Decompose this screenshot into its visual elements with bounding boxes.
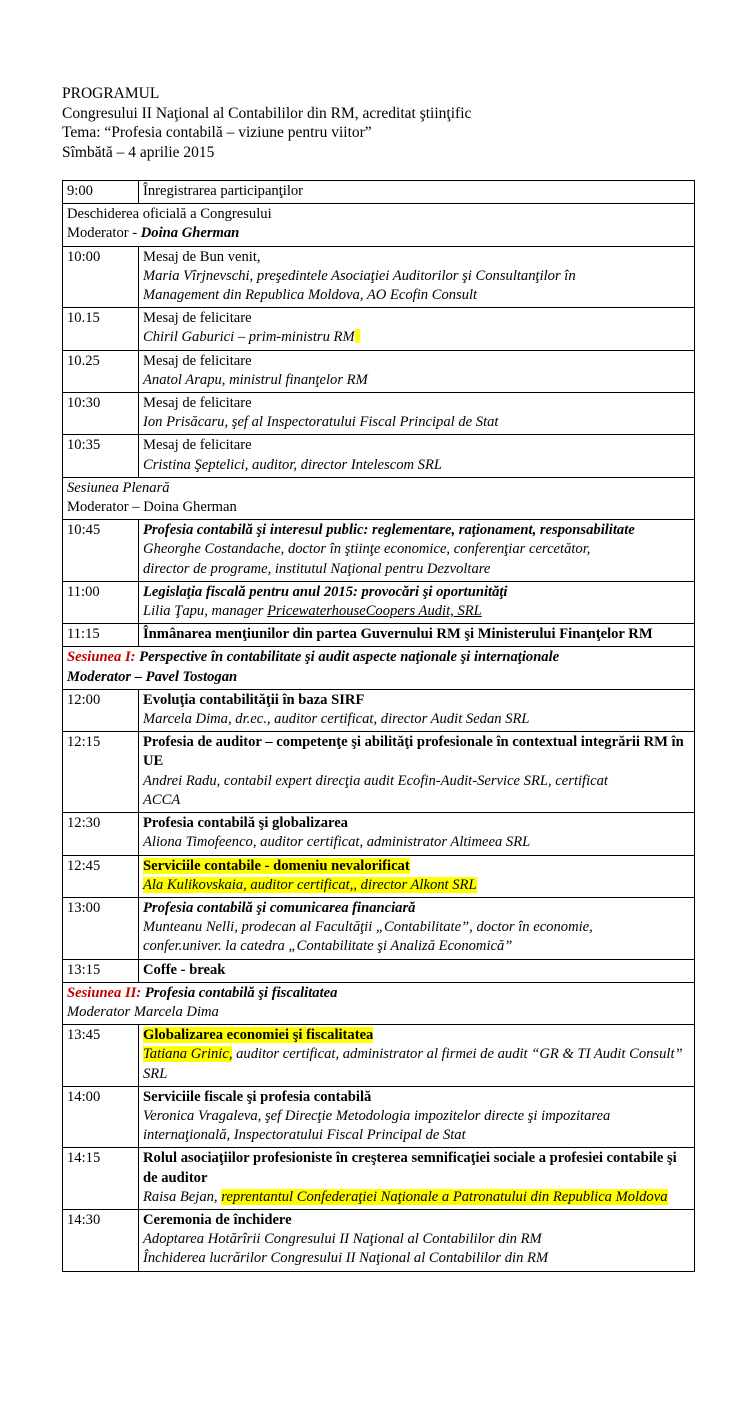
- program-row-time: 10:35: [63, 435, 139, 477]
- program-row-title: [143, 352, 694, 371]
- program-row-description: [139, 1209, 695, 1271]
- section-title-line: [67, 984, 694, 1003]
- program-title-text: Profesia contabilă şi comunicarea financiară: [143, 899, 416, 916]
- program-row-time: 13:45: [63, 1025, 139, 1087]
- program-row-title: [143, 436, 694, 455]
- program-speaker-line: [143, 371, 694, 390]
- program-title-text: Înmânarea menţiunilor din partea Guvernului RM şi Ministerului Finanţelor RM: [143, 626, 653, 643]
- program-row: [63, 855, 695, 897]
- program-row-time: 9:00: [63, 181, 139, 204]
- program-row-description: [139, 813, 695, 855]
- section-title-text: Sesiunea Plenară: [67, 479, 170, 496]
- program-speaker-line: [143, 328, 694, 347]
- program-speaker-text: Cristina Şeptelici, auditor, director Intelescom SRL: [143, 456, 443, 473]
- program-row: [63, 393, 695, 435]
- session-label: Sesiunea II:: [67, 984, 145, 1001]
- program-speaker-text: Veronica Vragaleva, şef Direcţie Metodologia impozitelor directe şi impozitarea: [143, 1107, 611, 1124]
- program-speaker-highlighted: reprentantul Confederaţiei Naţionale a Patronatului din Republica Moldova: [221, 1188, 668, 1205]
- program-row: [63, 181, 695, 204]
- program-row-time: 14:00: [63, 1086, 139, 1148]
- section-moderator-name: Doina Gherman: [140, 225, 240, 242]
- program-row-description: [139, 855, 695, 897]
- program-row-time: 10:45: [63, 520, 139, 582]
- program-row-time: 14:15: [63, 1148, 139, 1210]
- program-title-text: Mesaj de felicitare: [143, 395, 252, 412]
- program-title-text: Profesia contabilă şi interesul public: reglementare, raţionament, responsabilitate: [143, 522, 635, 539]
- program-speaker-text: Chiril Gaburici – prim-ministru RM: [143, 329, 355, 346]
- program-speaker-text: Raisa Bejan,: [143, 1188, 222, 1205]
- program-row-title: [143, 1026, 694, 1045]
- program-speaker-line: [143, 560, 694, 579]
- program-speaker-text: ACCA: [143, 791, 181, 808]
- program-row: [63, 308, 695, 350]
- program-speaker-line: [143, 1045, 694, 1083]
- program-speaker-line: [143, 1249, 694, 1268]
- program-speaker-text: Marcela Dima, dr.ec., auditor certificat, director Audit Sedan SRL: [143, 711, 530, 728]
- program-row-description: [139, 689, 695, 731]
- program-row-title: [143, 814, 694, 833]
- program-speaker-text: Management din Republica Moldova, AO Ecofin Consult: [143, 287, 478, 304]
- program-title-text: Profesia de auditor – competenţe şi abilităţi profesionale în contextual integrării RM în UE: [143, 734, 684, 770]
- program-row: [63, 246, 695, 308]
- program-row: [63, 813, 695, 855]
- program-row-description: [139, 1025, 695, 1087]
- program-title-text: Mesaj de felicitare: [143, 437, 252, 454]
- document-header: [62, 84, 702, 162]
- program-speaker-line: [143, 918, 694, 937]
- program-row-time: 11:15: [63, 624, 139, 647]
- program-row: [63, 1086, 695, 1148]
- section-moderator-prefix: Moderator -: [67, 225, 141, 242]
- program-row-description: [139, 581, 695, 623]
- program-row: [63, 1209, 695, 1271]
- program-row-description: [139, 435, 695, 477]
- section-moderator-prefix: Moderator Marcela Dima: [67, 1003, 219, 1020]
- program-title-text: Înregistrarea participanţilor: [143, 183, 304, 199]
- program-speaker-text: Andrei Radu, contabil expert direcţia audit Ecofin-Audit-Service SRL, certificat: [143, 772, 608, 789]
- section-header-row: [63, 982, 695, 1024]
- program-row-description: [139, 393, 695, 435]
- program-speaker-text: Adoptarea Hotărîrii Congresului II Naţional al Contabililor din RM: [143, 1231, 542, 1248]
- program-title-text: Evoluţia contabilităţii în baza SIRF: [143, 691, 365, 708]
- program-row-title: [143, 248, 694, 267]
- program-speaker-line: [143, 937, 694, 956]
- program-speaker-text: director de programe, institutul Naţional pentru Dezvoltare: [143, 560, 491, 577]
- program-row-description: [139, 308, 695, 350]
- program-speaker-line: [143, 1230, 694, 1249]
- program-row-time: 14:30: [63, 1209, 139, 1271]
- program-title-text: Ceremonia de închidere: [143, 1211, 292, 1228]
- header-line-0: PROGRAMUL: [62, 85, 160, 102]
- program-row-title: [143, 394, 694, 413]
- program-title-text: Serviciile fiscale şi profesia contabilă: [143, 1088, 372, 1105]
- program-title-text: Mesaj de Bun venit,: [143, 248, 261, 265]
- program-row-description: [139, 624, 695, 647]
- program-speaker-line: [143, 1107, 694, 1126]
- section-moderator-line: [67, 498, 694, 517]
- program-row-time: 13:15: [63, 959, 139, 982]
- section-title-line: [67, 479, 694, 498]
- program-row-time: 10.15: [63, 308, 139, 350]
- program-row: [63, 959, 695, 982]
- program-row-time: 12:30: [63, 813, 139, 855]
- program-row-description: [139, 897, 695, 959]
- section-header-cell: [63, 647, 695, 689]
- program-row: [63, 689, 695, 731]
- section-title-text: Profesia contabilă şi fiscalitatea: [144, 984, 338, 1001]
- program-row-description: [139, 181, 695, 204]
- program-speaker-text: Ion Prisăcaru, şef al Inspectoratului Fiscal Principal de Stat: [143, 414, 499, 431]
- program-row-time: 12:15: [63, 732, 139, 813]
- program-speaker-text: Maria Vîrjnevschi, preşedintele Asociaţiei Auditorilor şi Consultanţilor în: [143, 267, 576, 284]
- section-moderator-line: [67, 668, 694, 687]
- trailing-highlight-mark: [355, 329, 360, 343]
- program-row: [63, 435, 695, 477]
- program-row: [63, 520, 695, 582]
- program-row-title: [143, 583, 694, 602]
- program-speaker-line: [143, 1188, 694, 1207]
- program-speaker-line: [143, 876, 694, 895]
- program-row: [63, 624, 695, 647]
- program-table: [62, 180, 695, 1272]
- section-moderator-line: [67, 224, 694, 243]
- program-row-description: [139, 959, 695, 982]
- section-title-line: [67, 205, 694, 224]
- program-speaker-text: internaţională, Inspectoratului Fiscal Principal de Stat: [143, 1127, 466, 1144]
- program-table-body: [63, 181, 695, 1272]
- program-row-time: 10:00: [63, 246, 139, 308]
- program-speaker-text: Anatol Arapu, ministrul finanţelor RM: [143, 371, 368, 388]
- program-title-text: Coffe - break: [143, 961, 226, 978]
- program-speaker-text: Munteanu Nelli, prodecan al Facultăţii „Contabilitate”, doctor în economie,: [143, 919, 593, 936]
- header-line-1: Congresului II Naţional al Contabililor din RM, acreditat ştiinţific: [62, 104, 472, 122]
- section-title-line: [67, 648, 694, 667]
- program-speaker-line: [143, 772, 694, 791]
- program-speaker-text: auditor certificat, administrator al firmei de audit “GR & TI Audit Consult” SRL: [143, 1046, 683, 1082]
- program-title-text: Globalizarea economiei şi fiscalitatea: [143, 1027, 374, 1044]
- program-row-time: 13:00: [63, 897, 139, 959]
- program-row: [63, 732, 695, 813]
- program-row-title: [143, 182, 694, 201]
- section-header-row: [63, 204, 695, 246]
- program-speaker-line: [143, 413, 694, 432]
- program-row-description: [139, 732, 695, 813]
- section-moderator-line: [67, 1003, 694, 1022]
- program-speaker-line: [143, 1126, 694, 1145]
- program-row-title: [143, 961, 694, 980]
- program-speaker-text: Aliona Timofeenco, auditor certificat, administrator Altimeea SRL: [143, 834, 531, 851]
- program-title-text: Serviciile contabile - domeniu nevalorificat: [143, 857, 410, 874]
- program-row-title: [143, 1149, 694, 1187]
- program-row: [63, 1148, 695, 1210]
- header-line-3: Sîmbătă – 4 aprilie 2015: [62, 143, 215, 161]
- program-row-title: [143, 733, 694, 771]
- section-header-cell: [63, 204, 695, 246]
- section-title-text: Deschiderea oficială a Congresului: [67, 206, 272, 223]
- program-speaker-text: Ala Kulikovskaia, auditor certificat,, director Alkont SRL: [143, 876, 477, 893]
- program-row-description: [139, 246, 695, 308]
- program-speaker-line: [143, 602, 694, 621]
- program-row: [63, 350, 695, 392]
- program-row-description: [139, 520, 695, 582]
- program-row-description: [139, 350, 695, 392]
- program-speaker-line: [143, 791, 694, 810]
- program-row-title: [143, 1088, 694, 1107]
- program-speaker-line: [143, 456, 694, 475]
- program-title-text: Profesia contabilă şi globalizarea: [143, 815, 348, 832]
- section-header-cell: [63, 477, 695, 519]
- program-row: [63, 897, 695, 959]
- program-speaker-line: [143, 267, 694, 286]
- program-speaker-line: [143, 540, 694, 559]
- program-speaker-line: [143, 833, 694, 852]
- program-row-title: [143, 899, 694, 918]
- session-label: Sesiunea I:: [67, 649, 140, 666]
- program-speaker-link[interactable]: PricewaterhouseCoopers Audit, SRL: [267, 603, 482, 620]
- section-header-row: [63, 647, 695, 689]
- program-row-time: 10:30: [63, 393, 139, 435]
- program-title-text: Legislaţia fiscală pentru anul 2015: provocări şi oportunităţi: [143, 583, 508, 600]
- program-speaker-text: confer.univer. la catedra „Contabilitate şi Analiză Economică”: [143, 938, 513, 955]
- program-row-time: 11:00: [63, 581, 139, 623]
- program-row-time: 12:00: [63, 689, 139, 731]
- program-speaker-line: [143, 286, 694, 305]
- program-row-title: [143, 521, 694, 540]
- program-row-title: [143, 691, 694, 710]
- program-speaker-highlighted: Tatiana Grinic,: [143, 1046, 233, 1063]
- program-row-title: [143, 857, 694, 876]
- program-row-description: [139, 1086, 695, 1148]
- section-title-text: Perspective în contabilitate şi audit aspecte naţionale şi internaţionale: [139, 649, 560, 666]
- program-row-title: [143, 309, 694, 328]
- program-row-time: 10.25: [63, 350, 139, 392]
- section-moderator-prefix: Moderator – Pavel Tostogan: [67, 668, 238, 685]
- program-speaker-text: Lilia Ţapu, manager: [143, 603, 268, 620]
- program-title-text: Mesaj de felicitare: [143, 352, 252, 369]
- section-header-cell: [63, 982, 695, 1024]
- program-row: [63, 1025, 695, 1087]
- program-row-title: [143, 625, 694, 644]
- program-row-title: [143, 1211, 694, 1230]
- header-line-2: Tema: “Profesia contabilă – viziune pentru viitor”: [62, 124, 372, 142]
- program-row-time: 12:45: [63, 855, 139, 897]
- section-moderator-prefix: Moderator – Doina Gherman: [67, 499, 237, 516]
- section-header-row: [63, 477, 695, 519]
- program-row-description: [139, 1148, 695, 1210]
- program-row: [63, 581, 695, 623]
- program-speaker-text: Gheorghe Costandache, doctor în ştiinţe economice, conferenţiar cercetător,: [143, 541, 591, 558]
- program-speaker-text: Închiderea lucrărilor Congresului II Naţional al Contabililor din RM: [143, 1250, 549, 1267]
- program-title-text: Rolul asociaţiilor profesioniste în creşterea semnificaţiei sociale a profesiei contabile şi de auditor: [143, 1150, 677, 1186]
- program-title-text: Mesaj de felicitare: [143, 310, 252, 327]
- program-speaker-line: [143, 710, 694, 729]
